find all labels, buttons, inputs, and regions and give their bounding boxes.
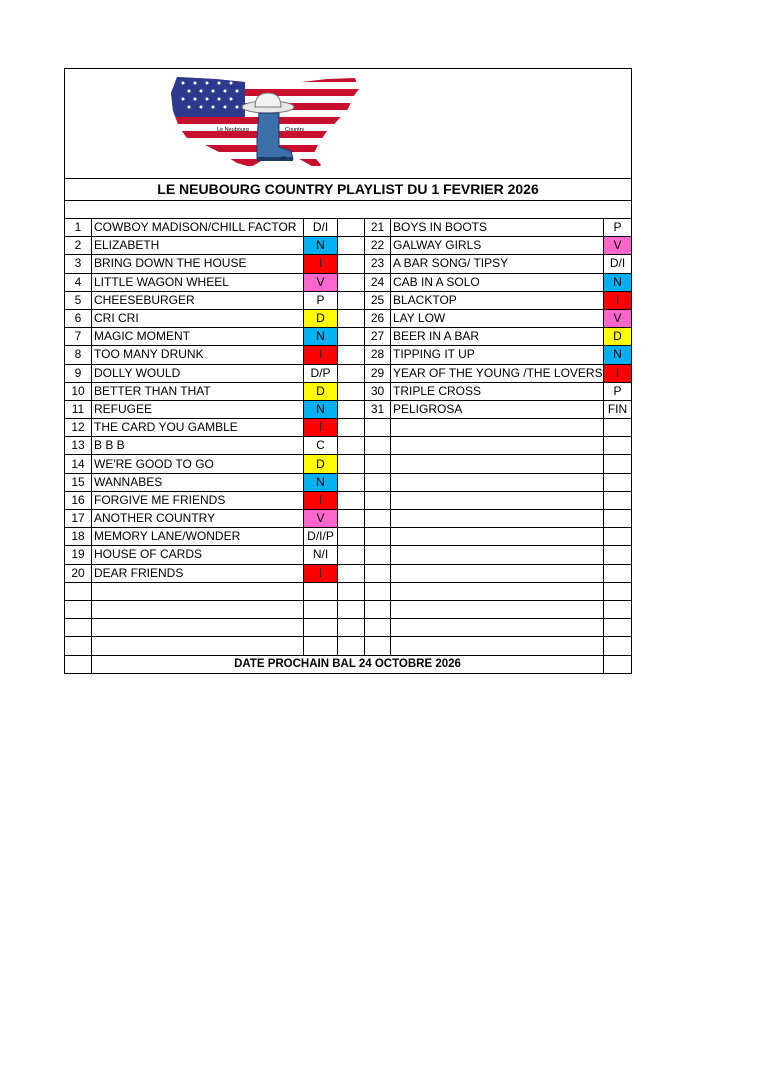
empty-cell [338, 473, 365, 491]
empty-cell [338, 219, 365, 237]
right-dance-code: I [604, 364, 632, 382]
table-row [65, 219, 632, 237]
empty-cell [338, 582, 365, 600]
left-song-title: REFUGEE [92, 400, 304, 418]
right-dance-code [604, 528, 632, 546]
left-song-number [65, 637, 92, 655]
right-song-title [391, 419, 604, 437]
left-song-number: 5 [65, 291, 92, 309]
table-row [65, 273, 632, 291]
table-row [65, 346, 632, 364]
left-song-number: 16 [65, 491, 92, 509]
right-dance-code [604, 455, 632, 473]
right-song-title [391, 510, 604, 528]
right-song-title [391, 619, 604, 637]
left-song-number: 2 [65, 237, 92, 255]
empty-cell [338, 546, 365, 564]
left-song-title: MAGIC MOMENT [92, 328, 304, 346]
table-row [65, 455, 632, 473]
left-song-title: MEMORY LANE/WONDER [92, 528, 304, 546]
left-dance-code: V [304, 273, 338, 291]
left-dance-code: N [304, 237, 338, 255]
right-dance-code [604, 437, 632, 455]
left-dance-code: I [304, 491, 338, 509]
empty-cell [338, 491, 365, 509]
left-song-number: 12 [65, 419, 92, 437]
left-song-title: BETTER THAN THAT [92, 382, 304, 400]
left-dance-code: I [304, 346, 338, 364]
left-song-title: WE'RE GOOD TO GO [92, 455, 304, 473]
table-row [65, 637, 632, 655]
left-dance-code [304, 619, 338, 637]
right-song-title [391, 455, 604, 473]
left-song-title: TOO MANY DRUNK [92, 346, 304, 364]
left-dance-code: N [304, 328, 338, 346]
table-row [65, 291, 632, 309]
empty-cell [338, 528, 365, 546]
left-song-title: THE CARD YOU GAMBLE [92, 419, 304, 437]
right-dance-code: FIN [604, 400, 632, 418]
footer-row [65, 655, 632, 673]
right-song-number [365, 473, 391, 491]
right-dance-code [604, 564, 632, 582]
left-dance-code [304, 582, 338, 600]
right-dance-code [604, 473, 632, 491]
right-song-number [365, 419, 391, 437]
empty-cell [338, 637, 365, 655]
empty-cell [338, 364, 365, 382]
right-song-number [365, 437, 391, 455]
right-song-number: 23 [365, 255, 391, 273]
left-song-title: ELIZABETH [92, 237, 304, 255]
right-dance-code: D/I [604, 255, 632, 273]
right-song-title [391, 491, 604, 509]
left-dance-code: I [304, 564, 338, 582]
right-song-title: TIPPING IT UP [391, 346, 604, 364]
empty-cell [338, 291, 365, 309]
empty-cell [338, 328, 365, 346]
right-song-title: GALWAY GIRLS [391, 237, 604, 255]
left-dance-code: D [304, 309, 338, 327]
empty-cell [338, 510, 365, 528]
left-song-number: 8 [65, 346, 92, 364]
right-song-number: 30 [365, 382, 391, 400]
empty-cell [338, 619, 365, 637]
table-row [65, 419, 632, 437]
logo-text-right: Country [285, 127, 305, 133]
left-song-number: 11 [65, 400, 92, 418]
right-song-title [391, 600, 604, 618]
right-dance-code [604, 546, 632, 564]
right-song-title [391, 637, 604, 655]
logo-number: 27 [281, 155, 286, 160]
right-song-number: 22 [365, 237, 391, 255]
right-song-number: 25 [365, 291, 391, 309]
right-song-title: PELIGROSA [391, 400, 604, 418]
right-dance-code: D [604, 328, 632, 346]
empty-cell [338, 564, 365, 582]
left-song-title: COWBOY MADISON/CHILL FACTOR [92, 219, 304, 237]
left-song-number: 15 [65, 473, 92, 491]
right-dance-code: N [604, 346, 632, 364]
empty-cell [604, 655, 632, 673]
empty-cell [338, 255, 365, 273]
table-row [65, 491, 632, 509]
right-song-title [391, 546, 604, 564]
table-row [65, 473, 632, 491]
left-song-number: 17 [65, 510, 92, 528]
left-song-number: 9 [65, 364, 92, 382]
logo-text-left: Le Neubourg [217, 127, 249, 133]
empty-cell [338, 382, 365, 400]
left-dance-code: D/I/P [304, 528, 338, 546]
right-song-title: BOYS IN BOOTS [391, 219, 604, 237]
left-song-title: CHEESEBURGER [92, 291, 304, 309]
table-row [65, 237, 632, 255]
table-row [65, 309, 632, 327]
left-song-number: 14 [65, 455, 92, 473]
table-row [65, 364, 632, 382]
playlist-table [64, 68, 632, 674]
left-song-number: 10 [65, 382, 92, 400]
left-song-number: 7 [65, 328, 92, 346]
table-row [65, 600, 632, 618]
left-song-number: 3 [65, 255, 92, 273]
right-song-number [365, 455, 391, 473]
table-row [65, 400, 632, 418]
right-song-number [365, 582, 391, 600]
right-song-title: CAB IN A SOLO [391, 273, 604, 291]
right-song-title: BLACKTOP [391, 291, 604, 309]
left-song-title: DOLLY WOULD [92, 364, 304, 382]
right-dance-code [604, 419, 632, 437]
left-dance-code: V [304, 510, 338, 528]
left-song-title [92, 637, 304, 655]
left-song-number: 13 [65, 437, 92, 455]
left-song-title: ANOTHER COUNTRY [92, 510, 304, 528]
table-row [65, 382, 632, 400]
right-dance-code [604, 619, 632, 637]
empty-cell [338, 273, 365, 291]
right-song-title [391, 564, 604, 582]
right-song-number [365, 600, 391, 618]
right-dance-code: N [604, 273, 632, 291]
left-dance-code: N [304, 400, 338, 418]
right-dance-code [604, 510, 632, 528]
page-title: LE NEUBOURG COUNTRY PLAYLIST DU 1 FEVRIER 2026 [65, 179, 632, 201]
left-song-title [92, 582, 304, 600]
table-row [65, 255, 632, 273]
right-dance-code [604, 600, 632, 618]
empty-cell [338, 400, 365, 418]
left-song-number [65, 619, 92, 637]
table-row [65, 510, 632, 528]
logo-cell [65, 69, 632, 179]
right-dance-code: V [604, 237, 632, 255]
left-song-number: 4 [65, 273, 92, 291]
left-dance-code: C [304, 437, 338, 455]
right-song-number: 31 [365, 400, 391, 418]
empty-cell [338, 237, 365, 255]
table-row [65, 437, 632, 455]
next-ball-date: DATE PROCHAIN BAL 24 OCTOBRE 2026 [92, 655, 604, 673]
right-song-number [365, 564, 391, 582]
left-song-number [65, 582, 92, 600]
right-song-title: LAY LOW [391, 309, 604, 327]
left-song-title [92, 619, 304, 637]
left-song-title: FORGIVE ME FRIENDS [92, 491, 304, 509]
right-song-title [391, 473, 604, 491]
left-song-title: DEAR FRIENDS [92, 564, 304, 582]
right-dance-code: V [604, 309, 632, 327]
right-dance-code [604, 582, 632, 600]
right-song-number: 28 [365, 346, 391, 364]
left-dance-code: I [304, 419, 338, 437]
right-song-title: YEAR OF THE YOUNG /THE LOVERS [391, 364, 604, 382]
left-dance-code: D/I [304, 219, 338, 237]
left-dance-code: D [304, 382, 338, 400]
left-dance-code: D/P [304, 364, 338, 382]
table-row [65, 582, 632, 600]
left-song-title: LITTLE WAGON WHEEL [92, 273, 304, 291]
empty-cell [338, 455, 365, 473]
right-song-title [391, 582, 604, 600]
empty-cell [338, 600, 365, 618]
table-row [65, 528, 632, 546]
right-song-title: A BAR SONG/ TIPSY [391, 255, 604, 273]
left-song-number: 19 [65, 546, 92, 564]
right-dance-code [604, 491, 632, 509]
left-dance-code [304, 600, 338, 618]
right-song-number [365, 637, 391, 655]
left-dance-code: N/I [304, 546, 338, 564]
right-song-title: TRIPLE CROSS [391, 382, 604, 400]
empty-cell [65, 655, 92, 673]
left-song-title: WANNABES [92, 473, 304, 491]
left-dance-code: P [304, 291, 338, 309]
left-song-title: HOUSE OF CARDS [92, 546, 304, 564]
country-flag-logo [65, 69, 632, 178]
left-dance-code: I [304, 255, 338, 273]
right-song-number [365, 510, 391, 528]
right-song-number [365, 619, 391, 637]
blank-row [65, 201, 632, 219]
left-song-title: B B B [92, 437, 304, 455]
right-dance-code: I [604, 291, 632, 309]
left-dance-code [304, 637, 338, 655]
left-dance-code: N [304, 473, 338, 491]
table-row [65, 328, 632, 346]
right-song-number [365, 546, 391, 564]
left-song-number [65, 600, 92, 618]
right-song-number [365, 528, 391, 546]
left-song-number: 18 [65, 528, 92, 546]
left-song-title: CRI CRI [92, 309, 304, 327]
empty-cell [338, 437, 365, 455]
right-song-number: 24 [365, 273, 391, 291]
right-song-number: 27 [365, 328, 391, 346]
table-row [65, 546, 632, 564]
left-dance-code: D [304, 455, 338, 473]
table-row [65, 619, 632, 637]
right-song-number: 29 [365, 364, 391, 382]
right-song-number: 21 [365, 219, 391, 237]
left-song-number: 1 [65, 219, 92, 237]
right-song-number: 26 [365, 309, 391, 327]
left-song-title: BRING DOWN THE HOUSE [92, 255, 304, 273]
playlist-sheet [64, 68, 631, 674]
right-dance-code: P [604, 382, 632, 400]
empty-cell [338, 309, 365, 327]
left-song-number: 20 [65, 564, 92, 582]
left-song-number: 6 [65, 309, 92, 327]
right-dance-code [604, 637, 632, 655]
right-song-number [365, 491, 391, 509]
table-row [65, 564, 632, 582]
right-song-title: BEER IN A BAR [391, 328, 604, 346]
right-song-title [391, 528, 604, 546]
empty-cell [338, 419, 365, 437]
empty-cell [338, 346, 365, 364]
right-song-title [391, 437, 604, 455]
right-dance-code: P [604, 219, 632, 237]
left-song-title [92, 600, 304, 618]
